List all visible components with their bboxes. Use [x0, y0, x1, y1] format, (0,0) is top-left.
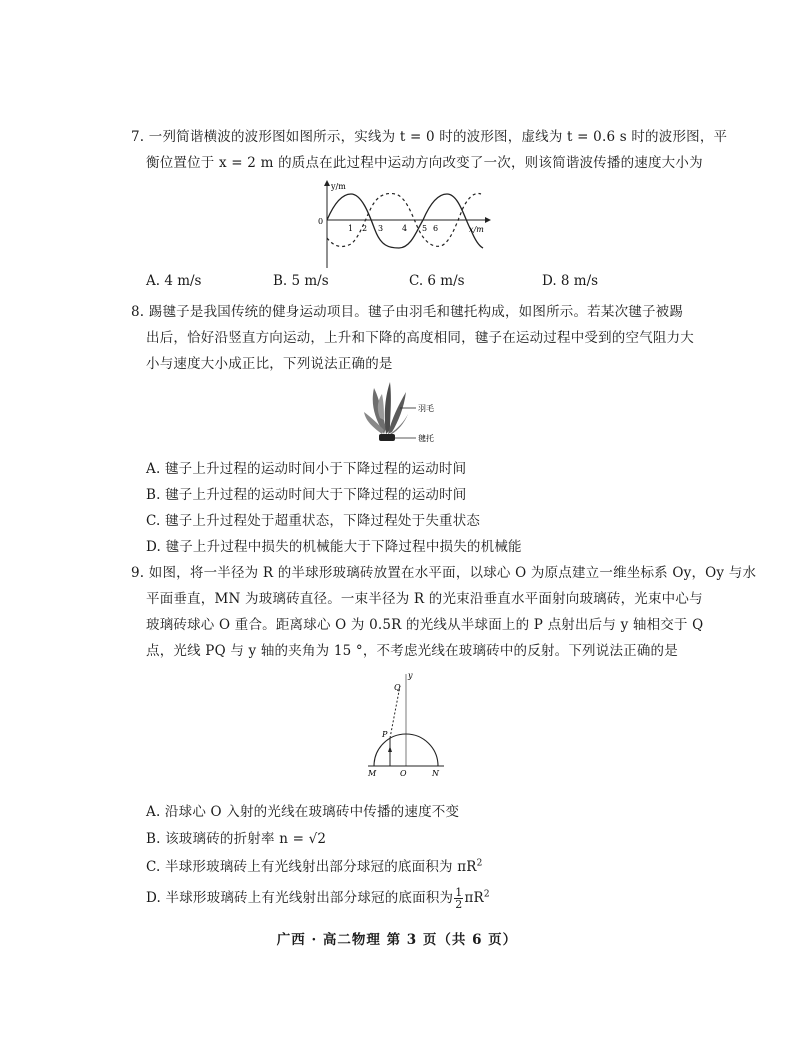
tick-2: 2	[362, 224, 368, 233]
refracted-ray-pq	[390, 686, 400, 738]
q9-option-c[interactable]	[146, 855, 483, 875]
q7-option-b[interactable]: B. 5 m/s	[273, 273, 329, 289]
origin-label: 0	[318, 217, 324, 226]
q9-line-1: 9. 如图，将一半径为 R 的半球形玻璃砖放置在水平面，以球心 O 为原点建立一维坐标系 Oy，Oy 与水	[131, 565, 757, 581]
y-label: y	[408, 671, 413, 680]
page-footer: 广西 · 高二物理 第 3 页（共 6 页）	[276, 932, 518, 948]
fraction-denominator: 2	[455, 898, 463, 911]
q7-option-c[interactable]: C. 6 m/s	[409, 273, 465, 289]
q9-option-d-fraction	[454, 887, 463, 910]
q9-line-4: 点，光线 PQ 与 y 轴的夹角为 15 °，不考虑光线在玻璃砖中的反射。下列说法正确的是	[146, 643, 678, 659]
q9-option-b-text: B. 该玻璃砖的折射率 n =	[146, 831, 309, 847]
q9-option-d-exponent: 2	[483, 889, 490, 900]
q9-line-2: 平面垂直，MN 为玻璃砖直径。一束半径为 R 的光束沿垂直水平面射向玻璃砖，光束中心与	[146, 591, 703, 607]
q9-option-b[interactable]	[146, 827, 326, 847]
q9-option-c-text: C. 半球形玻璃砖上有光线射出部分球冠的底面积为	[146, 859, 458, 875]
q8-option-a[interactable]: A. 毽子上升过程的运动时间小于下降过程的运动时间	[146, 461, 467, 477]
fraction-numerator: 1	[455, 886, 463, 899]
q9-hemisphere-figure	[360, 668, 450, 780]
q7-line-2: 衡位置位于 x = 2 m 的质点在此过程中运动方向改变了一次，则该简谐波传播的速度大小为	[146, 155, 703, 171]
incident-ray-arrow	[388, 746, 392, 752]
q7-option-d[interactable]: D. 8 m/s	[542, 273, 599, 289]
base-label: 毽托	[418, 434, 434, 443]
q7-wave-figure	[315, 178, 495, 274]
q9-option-d[interactable]	[146, 886, 490, 910]
q7-line-1: 7. 一列简谐横波的波形图如图所示，实线为 t = 0 时的波形图，虚线为 t = 0.6 s 时的波形图，平	[131, 129, 728, 145]
x-axis-arrow	[485, 217, 491, 223]
q8-option-c[interactable]: C. 毽子上升过程处于超重状态，下降过程处于失重状态	[146, 513, 481, 529]
tick-1: 1	[348, 224, 354, 233]
q9-option-a[interactable]: A. 沿球心 O 入射的光线在玻璃砖中传播的速度不变	[146, 804, 460, 820]
n-label: N	[432, 769, 439, 778]
q7-option-a[interactable]: A. 4 m/s	[146, 273, 202, 289]
q9-option-c-value: πR	[457, 859, 477, 875]
q8-line-2: 出后，恰好沿竖直方向运动，上升和下降的高度相同，毽子在运动过程中受到的空气阻力大	[146, 330, 694, 346]
y-axis-label: y/m	[331, 182, 346, 191]
q9-option-c-exponent: 2	[476, 858, 483, 869]
tick-3: 3	[378, 224, 384, 233]
q8-option-b[interactable]: B. 毽子上升过程的运动时间大于下降过程的运动时间	[146, 487, 467, 503]
q9-option-d-value: πR	[464, 890, 484, 906]
solid-wave	[327, 194, 483, 248]
q-label: Q	[394, 683, 401, 692]
o-label: O	[400, 769, 407, 778]
shuttlecock-base	[379, 434, 395, 441]
q8-shuttlecock-figure	[362, 378, 452, 448]
q9-option-d-text: D. 半球形玻璃砖上有光线射出部分球冠的底面积为	[146, 890, 454, 906]
q8-option-d[interactable]: D. 毽子上升过程中损失的机械能大于下降过程中损失的机械能	[146, 539, 522, 555]
x-axis-label: x/m	[469, 225, 484, 234]
q8-line-1: 8. 踢毽子是我国传统的健身运动项目。毽子由羽毛和毽托构成，如图所示。若某次毽子被踢	[131, 304, 684, 320]
tick-4: 4	[402, 224, 408, 233]
q8-line-3: 小与速度大小成正比，下列说法正确的是	[146, 356, 393, 372]
y-axis-arrow	[324, 180, 330, 186]
feather-label: 羽毛	[418, 404, 434, 413]
q9-option-b-value: √2	[308, 831, 327, 847]
tick-6: 6	[433, 224, 439, 233]
q9-line-3: 玻璃砖球心 O 重合。距离球心 O 为 0.5R 的光线从半球面上的 P 点射出后与 y 轴相交于 Q	[146, 617, 704, 633]
m-label: M	[368, 769, 377, 778]
p-label: P	[382, 730, 388, 739]
tick-5: 5	[422, 224, 428, 233]
